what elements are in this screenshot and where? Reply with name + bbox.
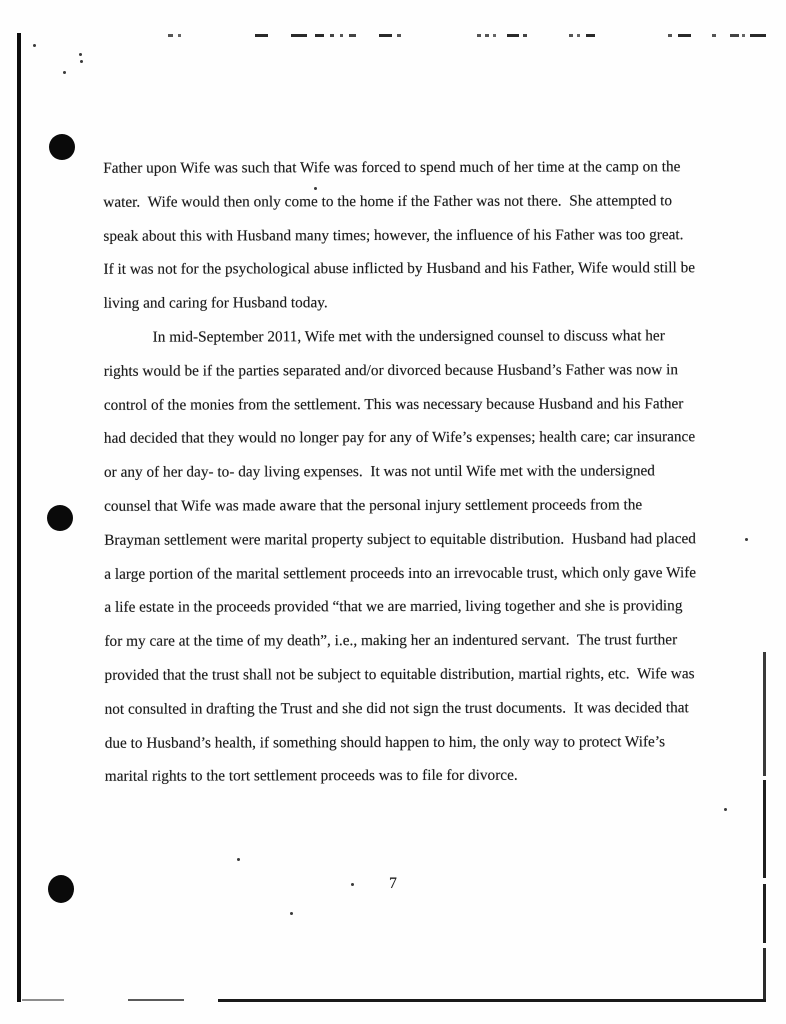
text-line: for my care at the time of my death”, i.e., making her an indentured servant. The trust further <box>104 631 678 650</box>
text-line: In mid-September 2011, Wife met with the undersigned counsel to discuss what her <box>152 327 665 346</box>
text-line: a life estate in the proceeds provided “that we are married, living together and she is providing <box>104 597 683 617</box>
text-line: Brayman settlement were marital property subject to equitable distribution. Husband had placed <box>104 529 696 549</box>
text-line: marital rights to the tort settlement proceeds was to file for divorce. <box>104 767 518 786</box>
text-line: not consulted in drafting the Trust and she did not sign the trust documents. It was decided that <box>104 698 689 718</box>
hole-punch-middle <box>47 505 73 531</box>
text-line: water. Wife would then only come to the home if the Father was not there. She attempted to <box>103 192 673 211</box>
scan-speck <box>290 912 293 915</box>
text-line: speak about this with Husband many times; however, the influence of his Father was too great. <box>103 225 684 245</box>
text-line: If it was not for the psychological abuse inflicted by Husband and his Father, Wife would still be <box>103 259 696 279</box>
scan-speck <box>745 538 748 541</box>
text-line: control of the monies from the settlement. This was necessary because Husband and his Father <box>103 394 684 414</box>
text-line: Father upon Wife was such that Wife was forced to spend much of her time at the camp on the <box>103 158 681 177</box>
left-edge-line <box>17 33 21 1002</box>
page-number: 7 <box>389 875 397 892</box>
scan-speck <box>724 808 727 811</box>
text-line: counsel that Wife was made aware that the personal injury settlement proceeds from the <box>104 496 643 515</box>
scan-speck <box>63 71 66 74</box>
text-line: a large portion of the marital settlement proceeds into an irrevocable trust, which only gave Wife <box>104 563 697 583</box>
hole-punch-bottom <box>48 875 74 903</box>
text-line: provided that the trust shall not be subject to equitable distribution, martial rights, etc. Wife was <box>104 665 695 684</box>
text-line: had decided that they would no longer pay for any of Wife’s expenses; health care; car insurance <box>103 428 696 448</box>
paragraph-2 <box>103 319 697 794</box>
paragraph-1 <box>103 150 696 321</box>
text-line: or any of her day- to- day living expenses. It was not until Wife met with the undersigned <box>103 462 655 481</box>
hole-punch-top <box>49 134 75 160</box>
text-line: due to Husband’s health, if something should happen to him, the only way to protect Wife’s <box>104 732 666 752</box>
text-line: rights would be if the parties separated and/or divorced because Husband’s Father was now in <box>103 361 679 380</box>
scan-speck <box>351 883 354 886</box>
scan-speck <box>80 60 83 63</box>
scan-speck <box>33 44 36 47</box>
scan-speck <box>237 858 240 861</box>
scan-speck <box>79 53 82 56</box>
body-text <box>103 150 697 794</box>
text-line: living and caring for Husband today. <box>103 294 328 312</box>
